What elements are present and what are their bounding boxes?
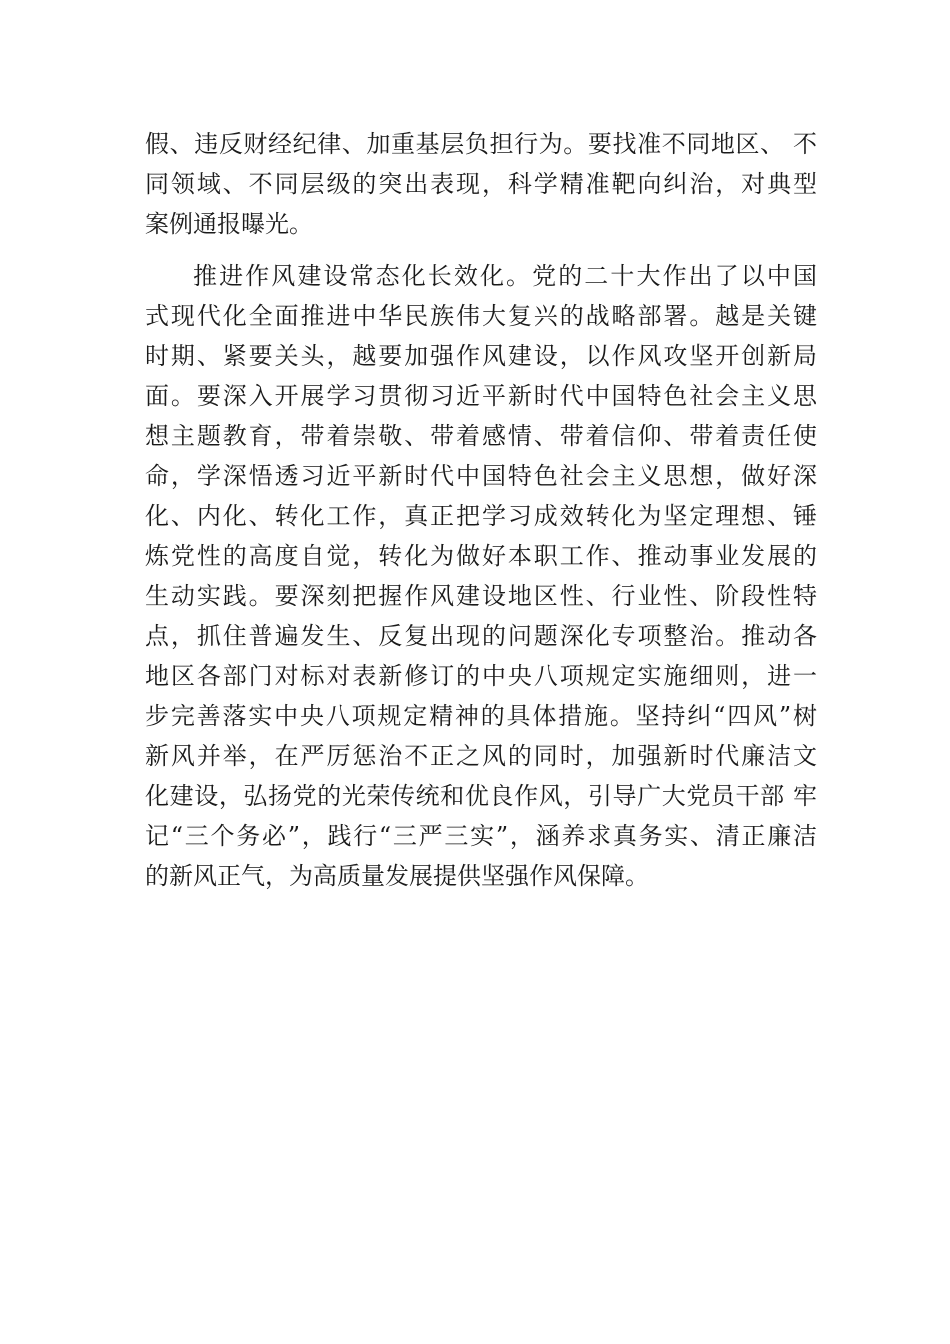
text-line: 地区各部门对标对表新修订的中央八项规定实施细则，进一 xyxy=(145,662,817,690)
text-line: 化建设，弘扬党的光荣传统和优良作风，引导广大党员干部 牢 xyxy=(145,782,817,810)
text-line: 面。要深入开展学习贯彻习近平新时代中国特色社会主义思 xyxy=(145,382,817,410)
text-line: 步完善落实中央八项规定精神的具体措施。坚持纠“四风”树 xyxy=(145,702,817,730)
text-line: 点，抓住普遍发生、反复出现的问题深化专项整治。推动各 xyxy=(145,622,817,650)
body-text xyxy=(145,124,817,896)
paragraph-1 xyxy=(145,124,817,244)
text-line: 的新风正气，为高质量发展提供坚强作风保障。 xyxy=(145,862,649,890)
paragraph-spacer xyxy=(145,244,817,256)
text-line: 式现代化全面推进中华民族伟大复兴的战略部署。越是关键 xyxy=(145,302,817,330)
text-line: 假、违反财经纪律、加重基层负担行为。要找准不同地区、 不 xyxy=(145,130,817,158)
text-line: 案例通报曝光。 xyxy=(145,210,313,238)
text-line: 新风并举，在严厉惩治不正之风的同时，加强新时代廉洁文 xyxy=(145,742,817,770)
text-line: 想主题教育，带着崇敬、带着感情、带着信仰、带着责任使 xyxy=(145,422,817,450)
text-line: 推进作风建设常态化长效化。党的二十大作出了以中国 xyxy=(193,262,817,290)
text-line: 命，学深悟透习近平新时代中国特色社会主义思想，做好深 xyxy=(145,462,817,490)
text-line: 生动实践。要深刻把握作风建设地区性、行业性、阶段性特 xyxy=(145,582,817,610)
paragraph-2 xyxy=(145,256,817,896)
text-line: 化、内化、转化工作，真正把学习成效转化为坚定理想、锤 xyxy=(145,502,817,530)
text-line: 同领域、不同层级的突出表现，科学精准靶向纠治，对典型 xyxy=(145,170,817,198)
text-line: 时期、紧要关头，越要加强作风建设，以作风攻坚开创新局 xyxy=(145,342,817,370)
text-line: 记“三个务必”，践行“三严三实”，涵养求真务实、清正廉洁 xyxy=(145,822,817,850)
text-line: 炼党性的高度自觉，转化为做好本职工作、推动事业发展的 xyxy=(145,542,817,570)
